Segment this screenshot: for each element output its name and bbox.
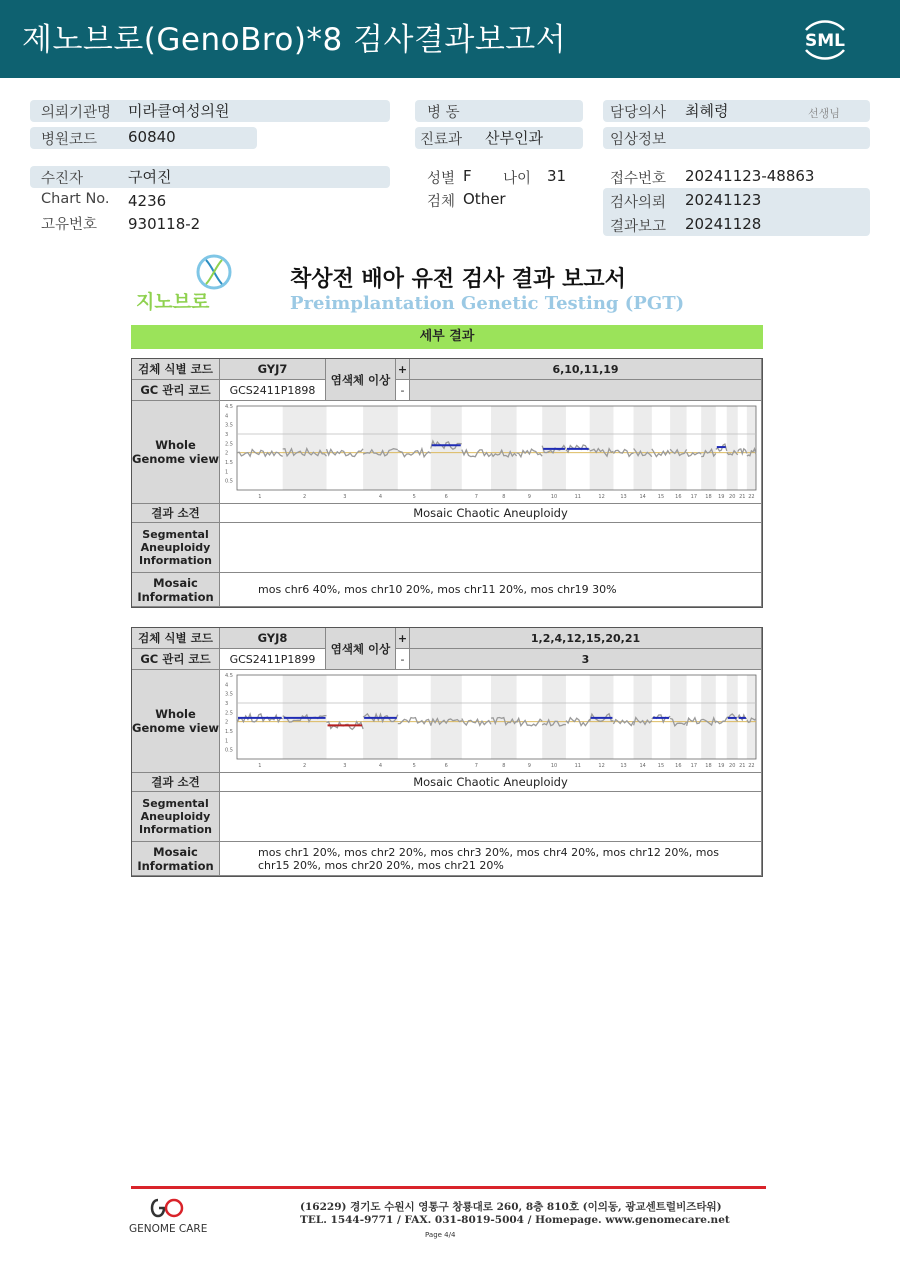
x-tick-label: 3 (342, 763, 346, 769)
sample-code-value: GYJ8 (220, 628, 326, 649)
whole-genome-label: Whole Genome view (132, 670, 220, 773)
x-tick-label: 5 (412, 494, 416, 500)
x-tick-label: 16 (674, 763, 682, 769)
segmental-label: Segmental Aneuploidy Information (132, 523, 220, 573)
request-label: 검사의뢰 (610, 195, 667, 211)
doctor-value: 최혜령 (685, 102, 729, 120)
y-tick-label: 4.5 (224, 404, 233, 410)
whole-genome-chart (220, 670, 762, 773)
x-tick-label: 17 (690, 494, 697, 500)
chromosome-band (633, 675, 651, 759)
y-tick-label: 2.5 (224, 441, 233, 448)
x-tick-label: 6 (444, 763, 448, 769)
ward-label: 병 동 (427, 105, 460, 121)
department-value: 산부인과 (485, 129, 543, 147)
request-value: 20241123 (685, 191, 762, 209)
doctor-label: 담당의사 (610, 105, 667, 121)
report-title-korean: 착상전 배아 유전 검사 결과 보고서 (290, 267, 626, 292)
y-tick-label: 3 (224, 701, 228, 707)
chart-no-value: 4236 (128, 192, 167, 210)
y-tick-label: 0.5 (224, 478, 233, 485)
gc-code-label: GC 관리 코드 (132, 380, 220, 401)
x-tick-label: 11 (574, 763, 581, 769)
x-tick-label: 2 (302, 763, 306, 769)
x-tick-label: 1 (257, 763, 261, 769)
y-tick-label: 1 (224, 469, 228, 476)
x-tick-label: 9 (527, 494, 531, 500)
x-tick-label: 7 (474, 494, 478, 500)
doctor-suffix: 선생님 (808, 107, 840, 120)
sample-code-label: 검체 식별 코드 (132, 359, 220, 380)
result-value: Mosaic Chaotic Aneuploidy (220, 504, 762, 523)
chromosome-band (726, 406, 737, 490)
y-tick-label: 4 (224, 413, 228, 420)
y-tick-label: 3 (224, 432, 228, 438)
copy-number-trace-chr5 (397, 718, 430, 725)
y-tick-label: 0.5 (224, 747, 233, 754)
copy-number-trace-chr9 (516, 718, 542, 725)
y-tick-label: 1.5 (224, 460, 233, 466)
page-number: Page 4/4 (425, 1231, 456, 1239)
uid-label: 고유번호 (41, 217, 98, 233)
plus-chromosomes: 1,2,4,12,15,20,21 (410, 628, 762, 649)
sample-code-label: 검체 식별 코드 (132, 628, 220, 649)
x-tick-label: 22 (747, 494, 755, 500)
footer-address: (16229) 경기도 수원시 영통구 창룡대로 260, 8층 810호 (이의동, 광교센트럴비즈타워) (300, 1201, 722, 1213)
result-table-1 (131, 358, 763, 608)
x-tick-label: 13 (619, 763, 627, 769)
sample-code-value: GYJ7 (220, 359, 326, 380)
examinee-label: 수진자 (41, 171, 84, 187)
receipt-label: 접수번호 (610, 171, 667, 187)
chromosome-band (363, 406, 398, 490)
y-tick-label: 4.5 (224, 673, 233, 679)
result-label: 결과 소견 (132, 773, 220, 792)
x-tick-label: 15 (657, 494, 664, 500)
y-tick-label: 1.5 (224, 729, 233, 735)
mosaic-value: mos chr1 20%, mos chr2 20%, mos chr3 20%, mos chr4 20%, mos chr12 20%, mos chr15 20%, mos chr20 20%, mos chr21 20% (220, 842, 762, 876)
chromosome-band (430, 675, 461, 759)
clinical-label: 임상정보 (610, 132, 667, 148)
chromosome-band (542, 675, 566, 759)
chromosome-band (282, 406, 326, 490)
hospital-code-label: 병원코드 (41, 132, 98, 148)
whole-genome-label: Whole Genome view (132, 401, 220, 504)
minus-chromosomes: 3 (410, 649, 762, 670)
y-tick-label: 3.5 (224, 691, 233, 698)
whole-genome-chart (220, 401, 762, 504)
age-value: 31 (547, 167, 567, 185)
x-tick-label: 9 (527, 763, 531, 769)
result-table-2 (131, 627, 763, 877)
chromosome-band (701, 406, 716, 490)
gc-code-value: GCS2411P1898 (220, 380, 326, 401)
report-header-bar (0, 0, 900, 78)
copy-number-trace-chr7 (461, 450, 490, 457)
institution-label: 의뢰기관명 (41, 105, 112, 121)
genome-chart-svg (222, 671, 760, 771)
mosaic-label: Mosaic Information (132, 573, 220, 607)
copy-number-trace-chr19 (715, 718, 726, 724)
hospital-code-value: 60840 (128, 128, 176, 146)
plus-label: + (396, 628, 410, 649)
x-tick-label: 19 (717, 763, 724, 769)
chromosome-band (589, 406, 613, 490)
genome-care-logo (128, 1196, 224, 1236)
section-detail-results: 세부 결과 (131, 325, 763, 349)
segmental-value (220, 792, 762, 842)
y-tick-label: 4 (224, 682, 228, 689)
chromosome-band (670, 675, 686, 759)
pill-examinee (30, 166, 390, 188)
genobro-logo (132, 252, 244, 314)
x-tick-label: 6 (444, 494, 448, 500)
genome-chart-svg (222, 402, 760, 502)
x-tick-label: 21 (738, 494, 745, 500)
x-tick-label: 19 (717, 494, 724, 500)
mosaic-label: Mosaic Information (132, 842, 220, 876)
genome-care-logo-text: GENOME CARE (129, 1223, 208, 1235)
y-tick-label: 1 (224, 738, 228, 745)
chart-no-label: Chart No. (41, 191, 110, 207)
uid-value: 930118-2 (128, 215, 201, 233)
gc-code-label: GC 관리 코드 (132, 649, 220, 670)
x-tick-label: 7 (474, 763, 478, 769)
genobro-logo-text: 지노브로 (136, 291, 210, 313)
report-header-title: 제노브로(GenoBro)*8 검사결과보고서 (22, 22, 567, 58)
x-tick-label: 22 (747, 763, 755, 769)
x-tick-label: 8 (501, 763, 505, 769)
specimen-label: 검체 (427, 194, 456, 210)
minus-label: - (396, 380, 410, 401)
x-tick-label: 14 (639, 763, 646, 769)
copy-number-trace-chr13 (613, 720, 633, 726)
x-tick-label: 12 (597, 494, 605, 500)
minus-chromosomes (410, 380, 762, 401)
sex-value: F (463, 167, 472, 185)
x-tick-label: 21 (738, 763, 745, 769)
chrom-abnormal-label: 염색체 이상 (326, 628, 396, 670)
receipt-value: 20241123-48863 (685, 167, 815, 185)
x-tick-label: 10 (550, 763, 557, 769)
report-value: 20241128 (685, 215, 762, 233)
institution-value: 미라클여성의원 (128, 102, 230, 120)
x-tick-label: 3 (342, 494, 346, 500)
x-tick-label: 12 (597, 763, 605, 769)
minus-label: - (396, 649, 410, 670)
sml-logo-text: SML (805, 31, 845, 51)
x-tick-label: 20 (728, 494, 735, 500)
report-title-english: Preimplantation Genetic Testing (PGT) (290, 293, 685, 314)
footer-divider (131, 1186, 766, 1189)
segmental-label: Segmental Aneuploidy Information (132, 792, 220, 842)
y-tick-label: 2.5 (224, 710, 233, 717)
gc-code-value: GCS2411P1899 (220, 649, 326, 670)
chrom-abnormal-label: 염색체 이상 (326, 359, 396, 401)
x-tick-label: 18 (704, 763, 712, 769)
x-tick-label: 4 (378, 763, 382, 769)
result-label: 결과 소견 (132, 504, 220, 523)
x-tick-label: 13 (619, 494, 627, 500)
footer-contact: TEL. 1544-9771 / FAX. 031-8019-5004 / Homepage. www.genomecare.net (300, 1214, 730, 1226)
report-label: 결과보고 (610, 219, 667, 235)
y-tick-label: 3.5 (224, 422, 233, 429)
department-label: 진료과 (420, 132, 463, 148)
x-tick-label: 14 (639, 494, 646, 500)
segmental-value (220, 523, 762, 573)
chromosome-band (670, 406, 686, 490)
x-tick-label: 2 (302, 494, 306, 500)
x-tick-label: 1 (257, 494, 261, 500)
plus-chromosomes: 6,10,11,19 (410, 359, 762, 380)
examinee-value: 구여진 (128, 168, 172, 186)
x-tick-label: 8 (501, 494, 505, 500)
chromosome-band (746, 675, 755, 759)
x-tick-label: 10 (550, 494, 557, 500)
y-tick-label: 2 (224, 450, 228, 457)
x-tick-label: 17 (690, 763, 697, 769)
result-value: Mosaic Chaotic Aneuploidy (220, 773, 762, 792)
x-tick-label: 4 (378, 494, 382, 500)
x-tick-label: 18 (704, 494, 712, 500)
sml-logo (798, 14, 852, 64)
chromosome-band (491, 406, 517, 490)
specimen-value: Other (463, 190, 506, 208)
x-tick-label: 20 (728, 763, 735, 769)
x-tick-label: 16 (674, 494, 682, 500)
chromosome-band (633, 406, 651, 490)
age-label: 나이 (503, 171, 532, 187)
mosaic-value: mos chr6 40%, mos chr10 20%, mos chr11 20%, mos chr19 30% (220, 573, 762, 607)
sex-label: 성별 (427, 171, 456, 187)
plus-label: + (396, 359, 410, 380)
footer-address-block (300, 1199, 730, 1226)
x-tick-label: 5 (412, 763, 416, 769)
chromosome-band (430, 406, 461, 490)
x-tick-label: 11 (574, 494, 581, 500)
y-tick-label: 2 (224, 719, 228, 726)
x-tick-label: 15 (657, 763, 664, 769)
